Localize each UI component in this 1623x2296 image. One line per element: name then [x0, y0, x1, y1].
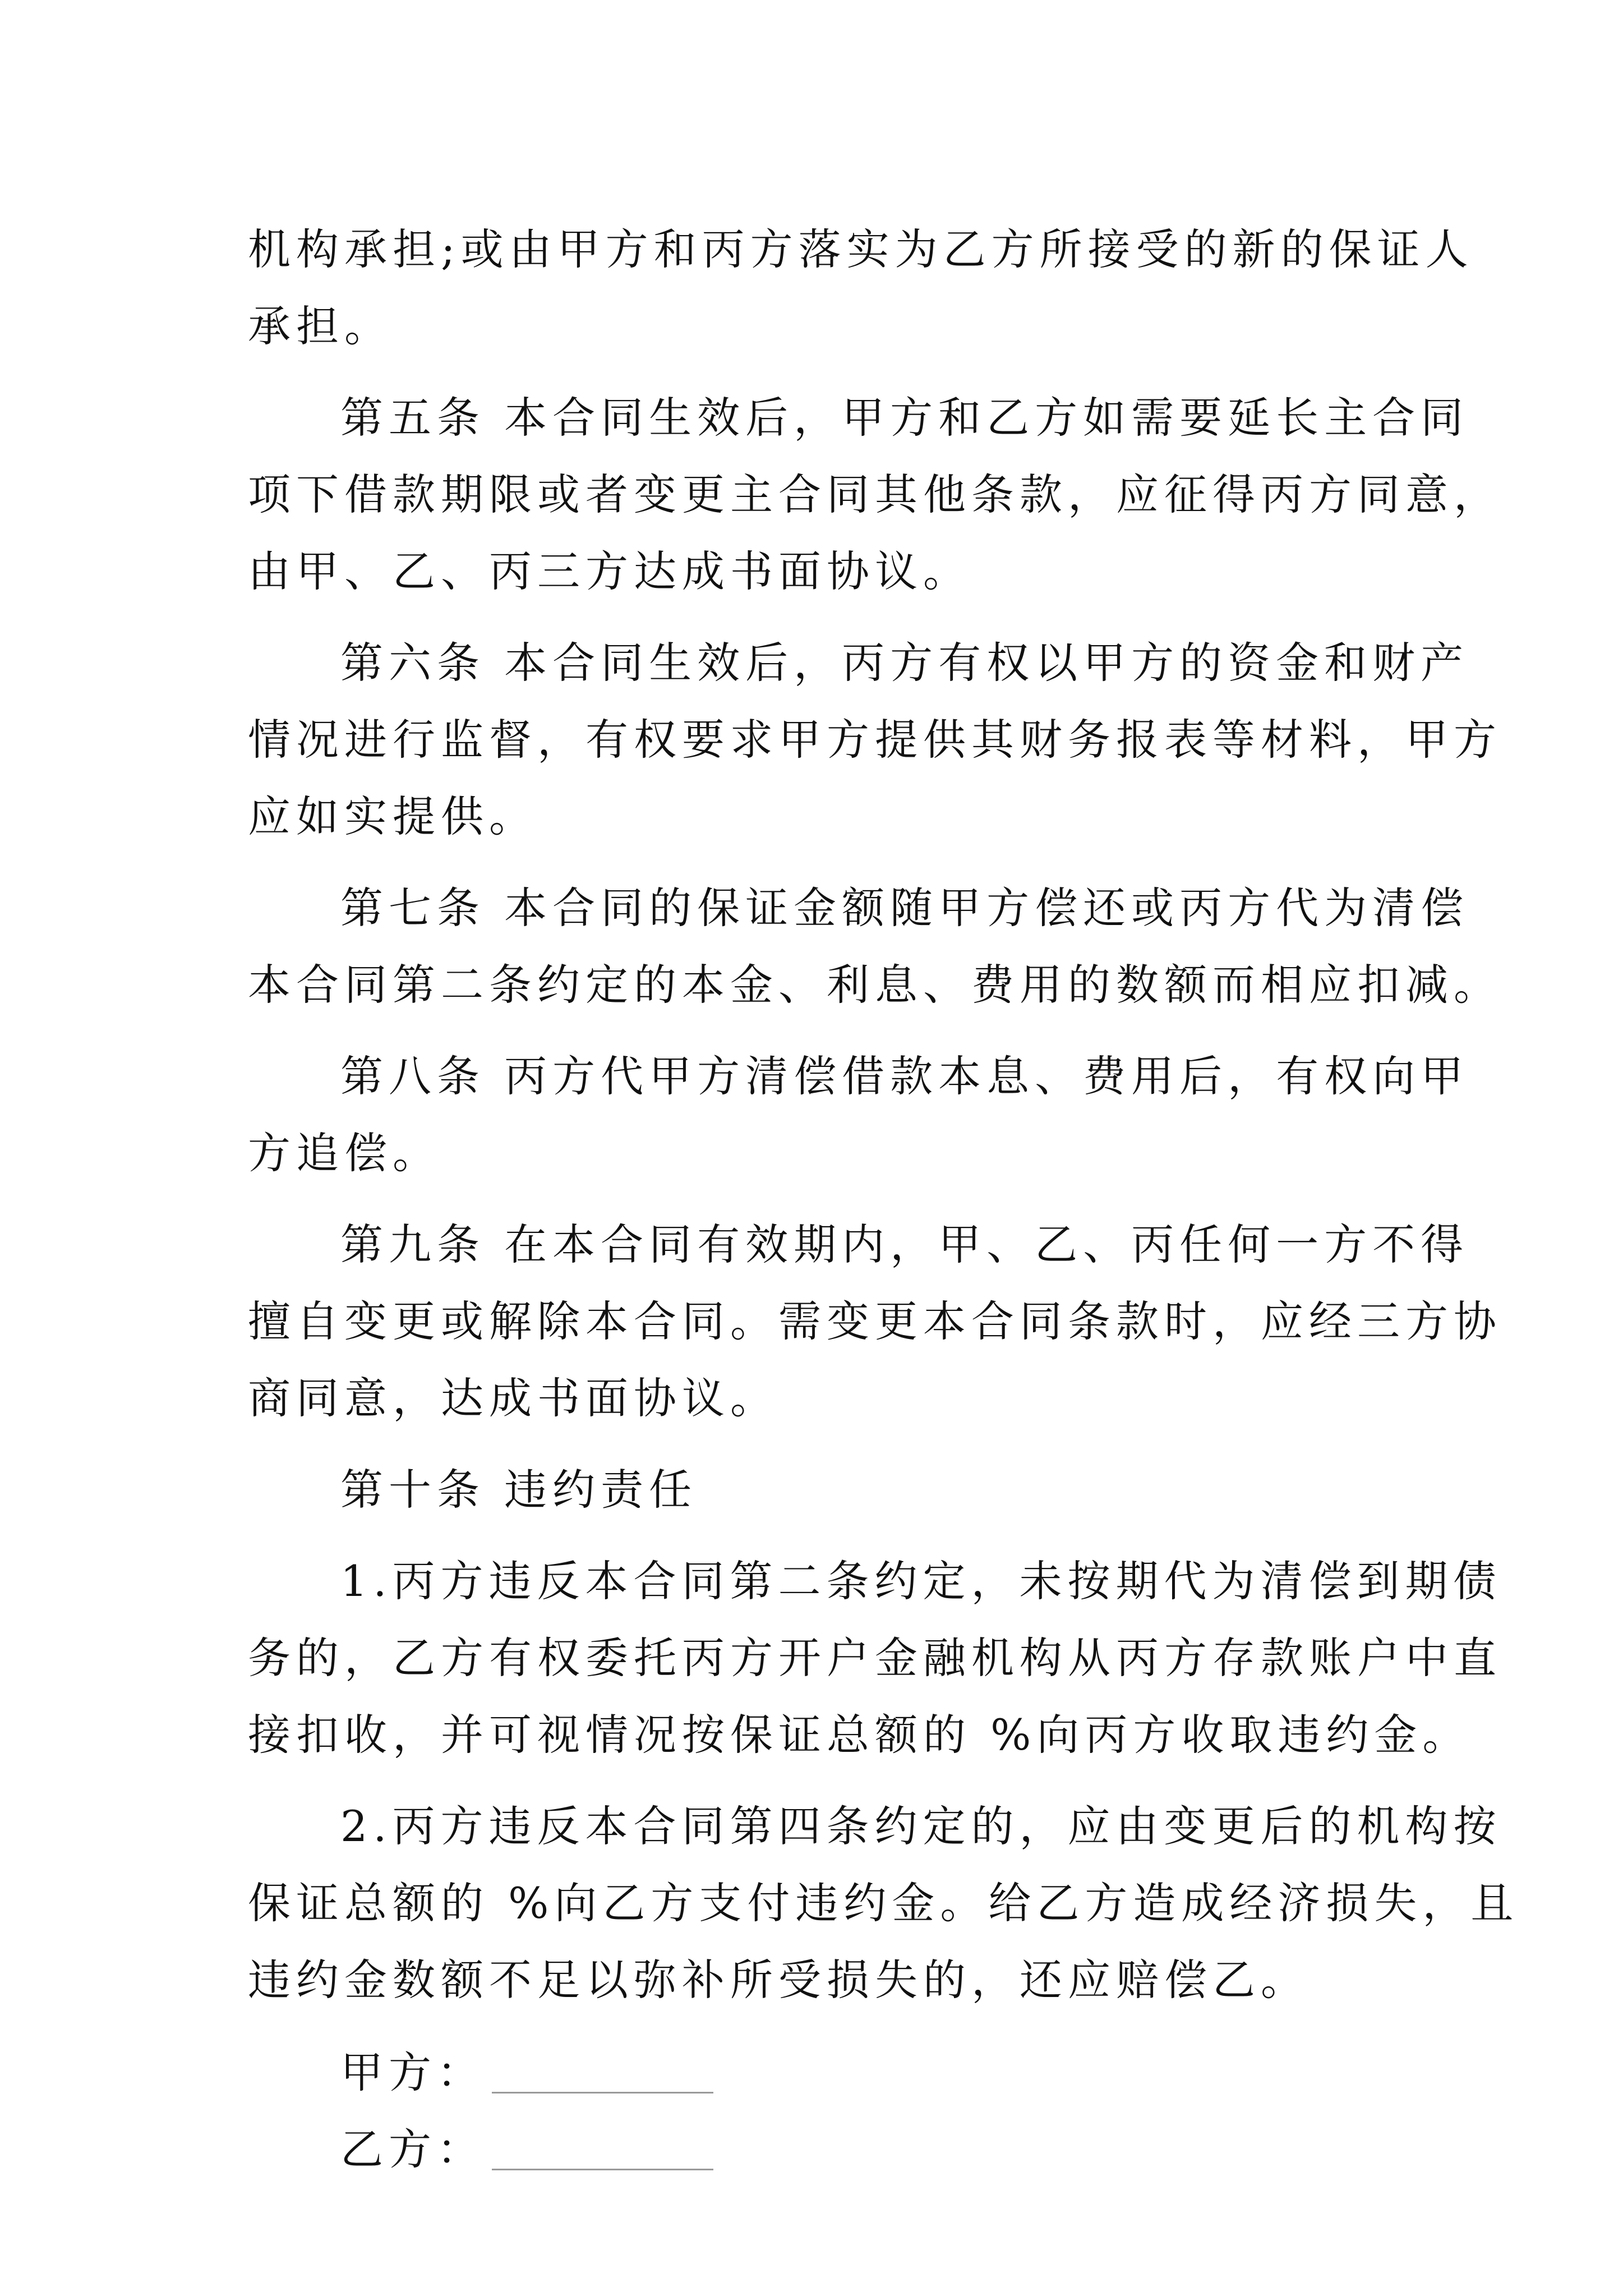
party-b-label: 乙方：	[340, 2124, 485, 2174]
text-line: 保证总额的 %向乙方支付违约金。给乙方造成经济损失，且	[248, 1878, 1519, 1928]
article-7-heading-line: 第七条 本合同的保证金额随甲方偿还或丙方代为清偿	[340, 883, 1469, 933]
text-line: 情况进行监督，有权要求甲方提供其财务报表等材料，甲方	[248, 715, 1502, 765]
text-line: 应如实提供。	[248, 792, 537, 841]
text-line: 擅自变更或解除本合同。需变更本合同条款时，应经三方协	[248, 1296, 1502, 1346]
text-line: 方追偿。	[248, 1128, 441, 1178]
party-b-signature-row	[248, 2111, 1386, 2188]
article-9-heading-line: 第九条 在本合同有效期内，甲、乙、丙任何一方不得	[340, 1220, 1469, 1269]
text-line: 承担。	[248, 301, 393, 351]
text-line: 项下借款期限或者变更主合同其他条款，应征得丙方同意，	[248, 470, 1502, 519]
text-line: 商同意，达成书面协议。	[248, 1373, 778, 1423]
text-line: 由甲、乙、丙三方达成书面协议。	[248, 546, 971, 596]
article-8-heading-line: 第八条 丙方代甲方清偿借款本息、费用后，有权向甲	[340, 1051, 1469, 1101]
party-a-label: 甲方：	[340, 2047, 485, 2097]
party-b-signature-blank[interactable]	[492, 2169, 713, 2170]
text-line: 机构承担;或由甲方和丙方落实为乙方所接受的新的保证人	[248, 224, 1474, 274]
text-line: 违约金数额不足以弥补所受损失的，还应赔偿乙。	[248, 1955, 1309, 2005]
party-a-signature-blank[interactable]	[492, 2092, 713, 2093]
clause-2-line: 2.丙方违反本合同第四条约定的，应由变更后的机构按	[340, 1801, 1502, 1851]
article-6-heading-line: 第六条 本合同生效后，丙方有权以甲方的资金和财产	[340, 638, 1469, 688]
clause-1-line: 1.丙方违反本合同第二条约定，未按期代为清偿到期债	[340, 1556, 1502, 1606]
party-a-signature-row	[248, 2034, 1386, 2111]
article-5-heading-line: 第五条 本合同生效后，甲方和乙方如需要延长主合同	[340, 393, 1469, 443]
text-line: 接扣收，并可视情况按保证总额的 %向丙方收取违约金。	[248, 1710, 1471, 1760]
article-10-heading-line: 第十条 违约责任	[340, 1465, 698, 1515]
text-line: 本合同第二条约定的本金、利息、费用的数额而相应扣减。	[248, 960, 1502, 1010]
text-line: 务的，乙方有权委托丙方开户金融机构从丙方存款账户中直	[248, 1633, 1502, 1683]
document-body	[248, 211, 1519, 2188]
